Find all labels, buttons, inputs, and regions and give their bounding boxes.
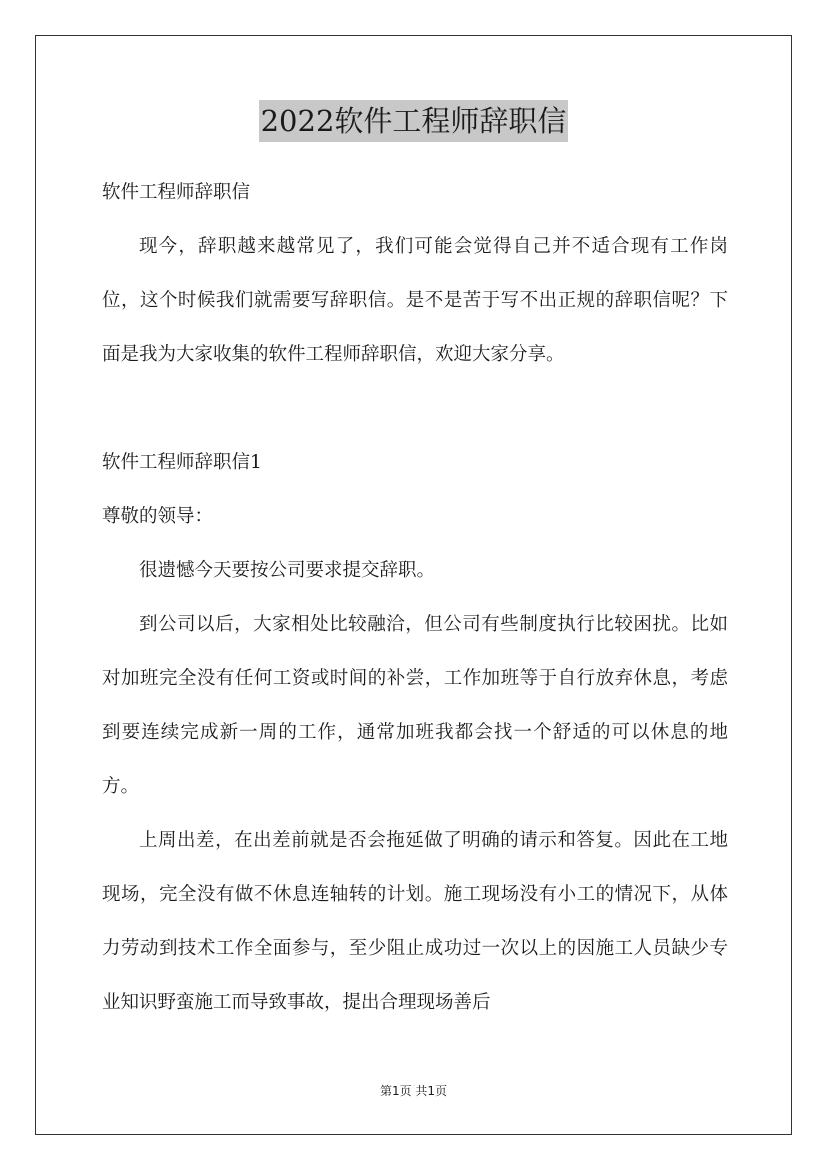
document-title-container — [0, 100, 827, 142]
subtitle-line: 软件工程师辞职信 — [102, 182, 251, 203]
salutation: 尊敬的领导： — [102, 506, 214, 527]
body-paragraph: 到公司以后，大家相处比较融洽，但公司有些制度执行比较困扰。比如对加班完全没有任何工资或时间的补尝，工作加班等于自行放弃休息，考虑到要连续完成新一周的工作，通常加班我都会找一个舒适的可以休息的地方。 — [102, 614, 728, 797]
intro-paragraph: 现今，辞职越来越常见了，我们可能会觉得自己并不适合现有工作岗位，这个时候我们就需要写辞职信。是不是苦于写不出正规的辞职信呢？下面是我为大家收集的软件工程师辞职信，欢迎大家分享。 — [102, 236, 728, 365]
body-paragraph: 很遗憾今天要按公司要求提交辞职。 — [139, 560, 436, 581]
section-heading: 软件工程师辞职信1 — [102, 452, 262, 473]
document-title: 2022软件工程师辞职信 — [259, 100, 569, 142]
page-footer: 第1页 共1页 — [379, 1084, 448, 1098]
body-paragraph: 上周出差，在出差前就是否会拖延做了明确的请示和答复。因此在工地现场，完全没有做不休息连轴转的计划。施工现场没有小工的情况下，从体力劳动到技术工作全面参与，至少阻止成功过一次以上的因施工人员缺少专业知识野蛮施工而导致事故，提出合理现场善后 — [102, 830, 728, 1013]
document-body — [102, 166, 728, 1030]
